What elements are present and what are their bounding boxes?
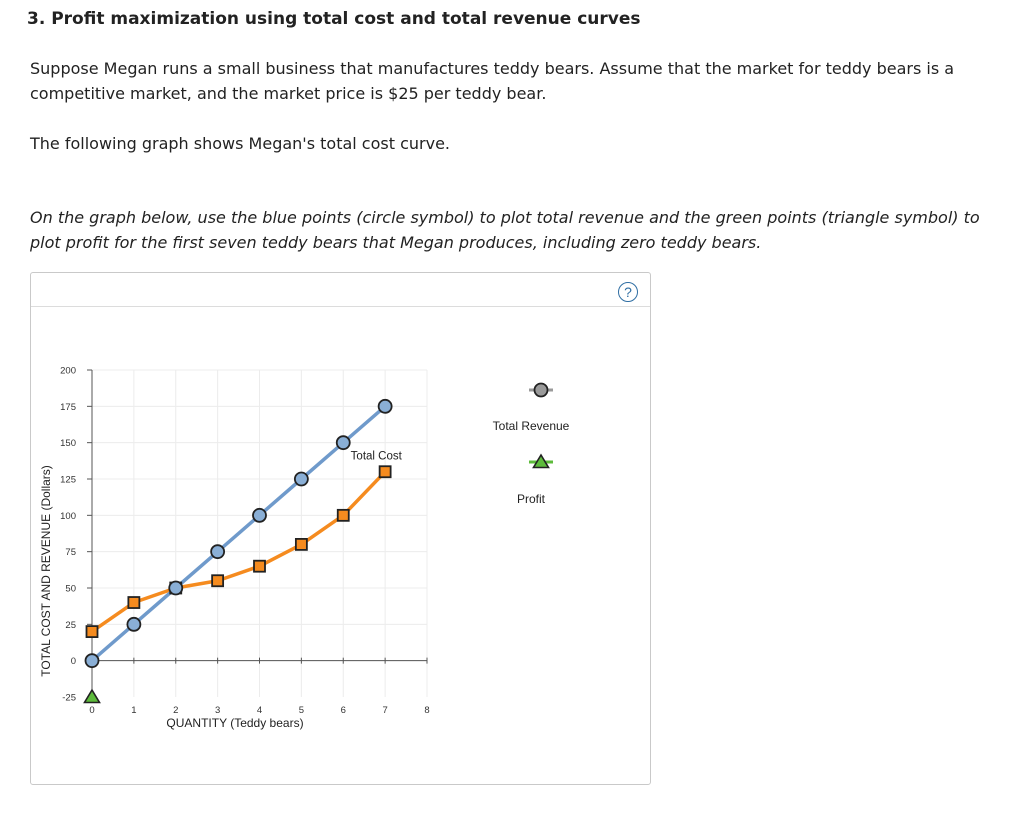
y-tick-label: 175 <box>60 401 76 413</box>
question-heading: 3. Profit maximization using total cost and total revenue curves <box>27 9 641 29</box>
y-tick-label: 50 <box>65 583 76 595</box>
total-revenue-point[interactable] <box>253 509 266 522</box>
y-tick-label: 25 <box>65 619 76 631</box>
y-axis-title: TOTAL COST AND REVENUE (Dollars) <box>39 465 53 677</box>
y-tick-label: 150 <box>60 438 76 450</box>
y-tick-label: 100 <box>60 510 76 522</box>
total-cost-point[interactable] <box>296 539 307 550</box>
x-tick-label: 7 <box>382 705 388 716</box>
total-cost-point[interactable] <box>380 466 391 477</box>
legend-total-revenue-tool[interactable] <box>535 384 548 397</box>
total-cost-point[interactable] <box>212 575 223 586</box>
y-tick-label: 200 <box>60 365 76 377</box>
total-revenue-point[interactable] <box>169 582 182 595</box>
total-revenue-point[interactable] <box>86 654 99 667</box>
total-revenue-point[interactable] <box>337 436 350 449</box>
total-cost-curve-label: Total Cost <box>350 450 402 463</box>
y-tick-label: 125 <box>60 474 76 486</box>
x-tick-label: 2 <box>173 705 179 716</box>
legend-total-revenue-label: Total Revenue <box>492 419 570 433</box>
help-icon[interactable]: ? <box>618 282 638 302</box>
y-tick-label: -25 <box>62 692 76 704</box>
x-tick-label: 4 <box>256 705 263 716</box>
x-tick-label: 3 <box>214 705 221 716</box>
graph-intro-paragraph: The following graph shows Megan's total cost curve. <box>30 134 450 153</box>
y-tick-label: 75 <box>65 547 76 559</box>
legend-profit-label: Profit <box>516 492 546 506</box>
x-tick-label: 1 <box>131 705 137 716</box>
total-cost-point[interactable] <box>254 561 265 572</box>
y-tick-label: 0 <box>70 656 76 668</box>
instruction-paragraph: On the graph below, use the blue points (circle symbol) to plot total revenue and the green points (triangle symbol) to plot profit for the first seven teddy bears that Megan produces, including zero teddy bears. <box>30 208 980 252</box>
total-revenue-point[interactable] <box>379 400 392 413</box>
total-revenue-point[interactable] <box>127 618 140 631</box>
x-axis-title: QUANTITY (Teddy bears) <box>166 716 304 730</box>
total-revenue-point[interactable] <box>211 545 224 558</box>
scenario-paragraph: Suppose Megan runs a small business that manufactures teddy bears. Assume that the market for teddy bears is a competitive market, and the market price is $25 per teddy bear. <box>30 59 955 103</box>
total-cost-point[interactable] <box>87 626 98 637</box>
x-tick-label: 5 <box>298 705 305 716</box>
x-tick-label: 8 <box>424 705 430 716</box>
total-cost-point[interactable] <box>128 597 139 608</box>
x-tick-label: 0 <box>89 705 95 716</box>
total-cost-point[interactable] <box>338 510 349 521</box>
profit-point[interactable] <box>85 690 100 703</box>
x-tick-label: 6 <box>340 705 346 716</box>
total-revenue-point[interactable] <box>295 473 308 486</box>
